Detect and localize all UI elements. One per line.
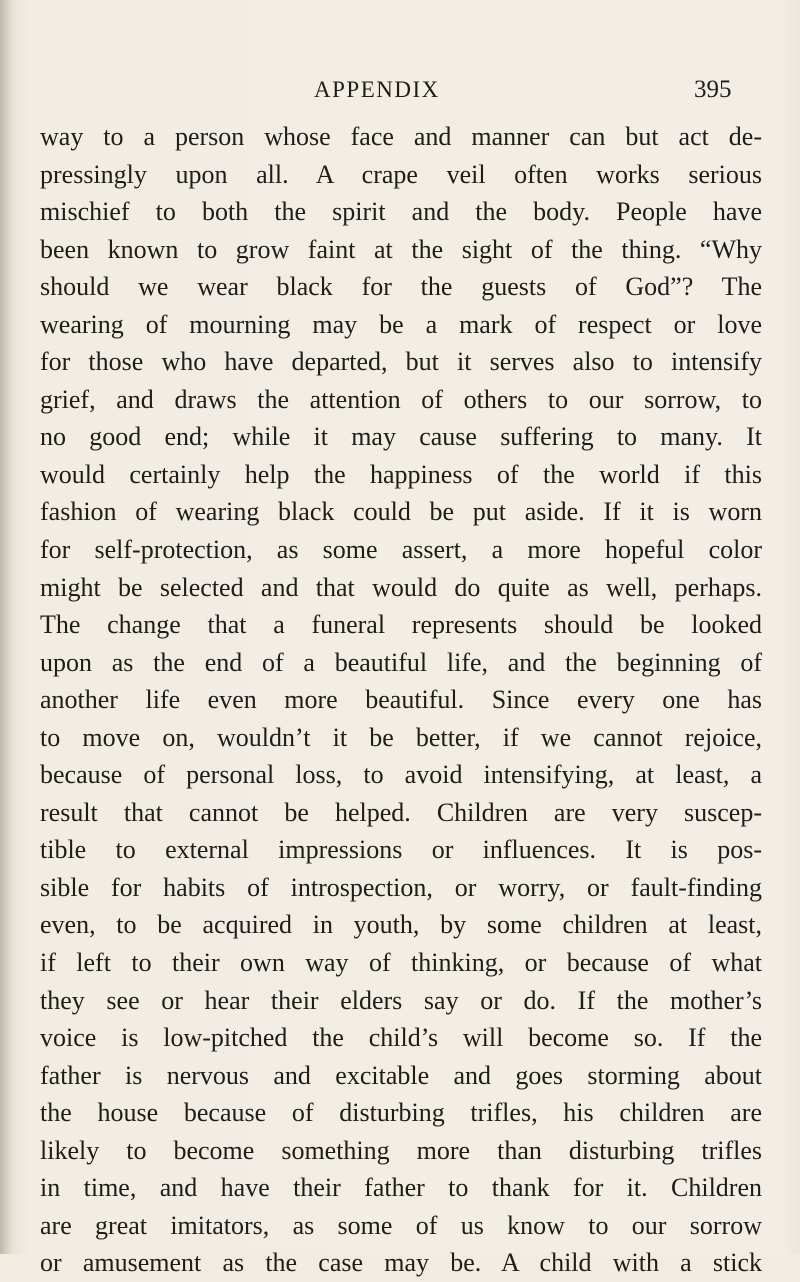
text-line: for those who have departed, but it serves also to intensify (40, 347, 762, 377)
text-line: another life even more beautiful. Since every one has (40, 685, 762, 715)
body-text (40, 118, 762, 1282)
text-line: The change that a funeral represents should be looked (40, 610, 762, 640)
text-line: upon as the end of a beautiful life, and the beginning of (40, 647, 762, 677)
text-line: wearing of mourning may be a mark of respect or love (40, 309, 762, 339)
text-line: likely to become something more than disturbing trifles (40, 1135, 762, 1165)
page-header (0, 74, 800, 106)
text-line: even, to be acquired in youth, by some children at least, (40, 910, 762, 940)
text-line: pressingly upon all. A crape veil often works serious (40, 159, 762, 189)
text-line: result that cannot be helped. Children are very suscep- (40, 797, 762, 827)
text-line: they see or hear their elders say or do. If the mother’s (40, 985, 762, 1015)
text-line: might be selected and that would do quite as well, perhaps. (40, 572, 762, 602)
running-title: APPENDIX (314, 77, 440, 102)
text-line: in time, and have their father to thank for it. Children (40, 1173, 762, 1203)
text-line: for self-protection, as some assert, a more hopeful color (40, 535, 762, 565)
text-line: if left to their own way of thinking, or because of what (40, 948, 762, 978)
text-line: to move on, wouldn’t it be better, if we cannot rejoice, (40, 722, 762, 752)
text-line: tible to external impressions or influences. It is pos- (40, 835, 762, 865)
page-number: 395 (694, 76, 732, 103)
text-line: mischief to both the spirit and the body. People have (40, 197, 762, 227)
text-line: sible for habits of introspection, or worry, or fault-finding (40, 872, 762, 902)
text-line: would certainly help the happiness of the world if this (40, 459, 762, 489)
text-line: father is nervous and excitable and goes storming about (40, 1060, 762, 1090)
text-line: because of personal loss, to avoid intensifying, at least, a (40, 760, 762, 790)
text-line: are great imitators, as some of us know to our sorrow (40, 1210, 762, 1240)
text-line: voice is low-pitched the child’s will become so. If the (40, 1023, 762, 1053)
text-line: should we wear black for the guests of God”? The (40, 272, 762, 302)
text-line: fashion of wearing black could be put aside. If it is worn (40, 497, 762, 527)
text-line: or amusement as the case may be. A child with a stick (40, 1248, 762, 1278)
text-line: the house because of disturbing trifles, his children are (40, 1098, 762, 1128)
text-line: no good end; while it may cause suffering to many. It (40, 422, 762, 452)
text-line: been known to grow faint at the sight of the thing. “Why (40, 234, 762, 264)
binding-shadow (0, 0, 14, 1254)
text-line: grief, and draws the attention of others to our sorrow, to (40, 384, 762, 414)
text-line: way to a person whose face and manner can but act de- (40, 122, 762, 151)
